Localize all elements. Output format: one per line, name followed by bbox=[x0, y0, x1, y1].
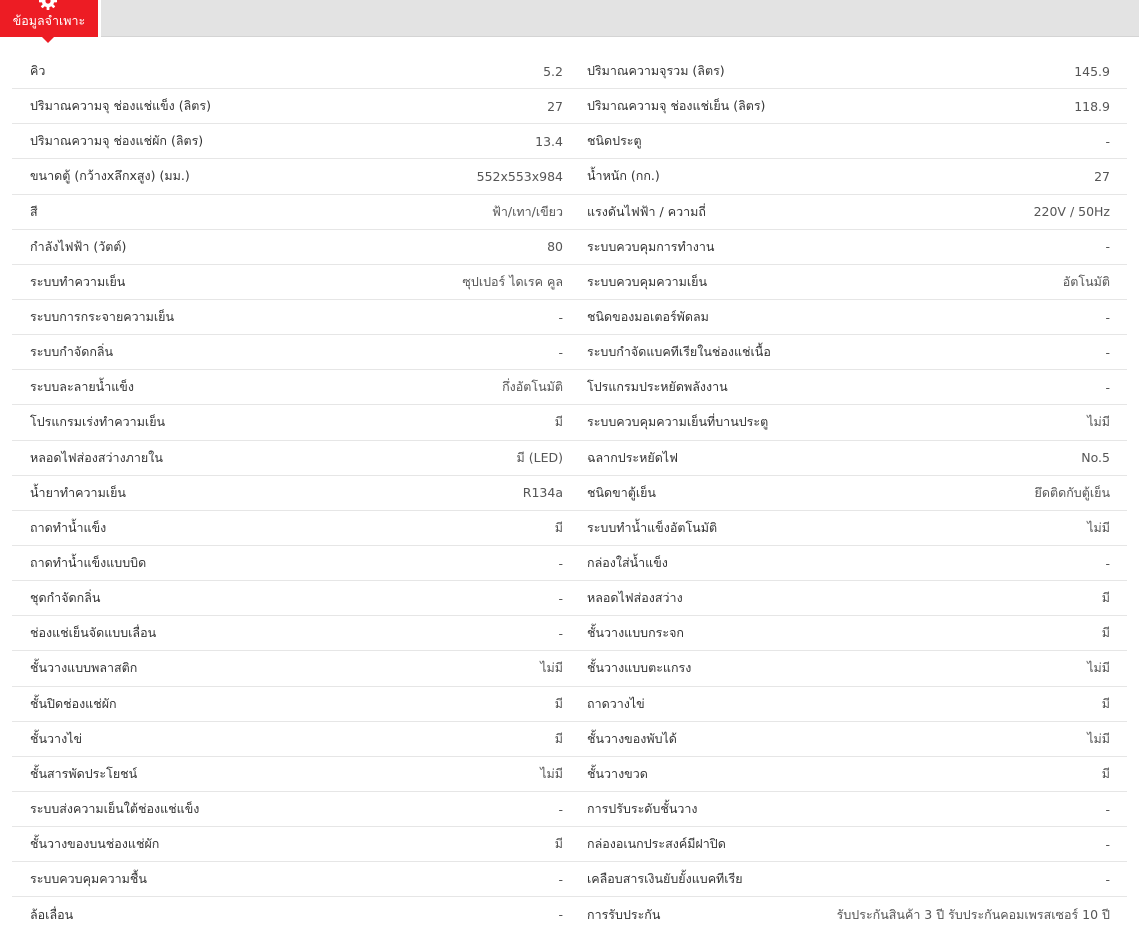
spec-label: ระบบควบคุมความเย็นที่บานประตู bbox=[587, 414, 769, 430]
tab-label: ข้อมูลจำเพาะ bbox=[12, 13, 86, 28]
spec-row bbox=[569, 616, 1127, 651]
spec-row bbox=[12, 792, 569, 827]
spec-row bbox=[12, 581, 569, 616]
spec-value: มี (LED) bbox=[516, 449, 563, 465]
spec-row bbox=[12, 897, 569, 932]
spec-value: มี bbox=[1101, 590, 1110, 606]
spec-value: ฟ้า/เทา/เขียว bbox=[492, 203, 563, 219]
spec-value: มี bbox=[1101, 695, 1110, 711]
spec-label: ชั้นวางไข่ bbox=[30, 730, 83, 746]
spec-label: ชั้นวางแบบตะแกรง bbox=[587, 660, 692, 676]
spec-label: ชุดกำจัดกลิ่น bbox=[30, 590, 101, 606]
spec-row bbox=[12, 616, 569, 651]
spec-row bbox=[569, 687, 1127, 722]
spec-row bbox=[12, 195, 569, 230]
spec-value: อัตโนมัติ bbox=[1062, 273, 1110, 289]
spec-row bbox=[12, 89, 569, 124]
spec-row bbox=[12, 265, 569, 300]
spec-value: - bbox=[1105, 801, 1110, 817]
spec-row bbox=[569, 476, 1127, 511]
spec-row bbox=[569, 792, 1127, 827]
gear-icon bbox=[38, 0, 58, 11]
spec-value: - bbox=[1105, 344, 1110, 360]
spec-value: 552x553x984 bbox=[476, 168, 563, 184]
spec-row bbox=[569, 757, 1127, 792]
spec-label: ชั้นวางแบบกระจก bbox=[587, 625, 684, 641]
spec-label: การรับประกัน bbox=[587, 906, 661, 922]
spec-label: ถาดทำน้ำแข็ง bbox=[30, 519, 107, 535]
spec-value: - bbox=[558, 907, 563, 923]
spec-label: ชั้นวางของพับได้ bbox=[587, 730, 677, 746]
spec-row bbox=[12, 546, 569, 581]
spec-label: โปรแกรมประหยัดพลังงาน bbox=[587, 379, 728, 395]
spec-value: 118.9 bbox=[1074, 98, 1110, 114]
spec-value: มี bbox=[554, 836, 563, 852]
spec-label: คิว bbox=[30, 63, 46, 79]
spec-row bbox=[569, 335, 1127, 370]
spec-value: มี bbox=[554, 730, 563, 746]
spec-value: ซุปเปอร์ ไดเรค คูล bbox=[462, 273, 563, 289]
spec-label: ระบบละลายน้ำแข็ง bbox=[30, 379, 134, 395]
spec-label: ชั้นสารพัดประโยชน์ bbox=[30, 765, 138, 781]
spec-value: - bbox=[1105, 555, 1110, 571]
spec-value: มี bbox=[1101, 765, 1110, 781]
spec-value: - bbox=[1105, 309, 1110, 325]
spec-row bbox=[569, 546, 1127, 581]
spec-row bbox=[12, 441, 569, 476]
spec-value: มี bbox=[554, 414, 563, 430]
spec-row bbox=[12, 54, 569, 89]
spec-label: ปริมาณความจุ ช่องแช่ผัก (ลิตร) bbox=[30, 133, 204, 149]
spec-label: ระบบทำความเย็น bbox=[30, 273, 126, 289]
spec-row bbox=[569, 195, 1127, 230]
spec-row bbox=[569, 862, 1127, 897]
spec-row bbox=[569, 827, 1127, 862]
spec-row bbox=[569, 124, 1127, 159]
spec-label: ระบบควบคุมความเย็น bbox=[587, 273, 707, 289]
spec-value: ไม่มี bbox=[1087, 660, 1110, 676]
spec-row bbox=[12, 159, 569, 194]
spec-value: มี bbox=[1101, 625, 1110, 641]
spec-label: กล่องใส่น้ำแข็ง bbox=[587, 555, 668, 571]
spec-label: ปริมาณความจุ ช่องแช่แข็ง (ลิตร) bbox=[30, 98, 211, 114]
spec-label: กล่องอเนกประสงค์มีฝาปิด bbox=[587, 836, 726, 852]
spec-label: ระบบกำจัดกลิ่น bbox=[30, 344, 114, 360]
spec-value: ยึดติดกับตู้เย็น bbox=[1034, 484, 1110, 500]
spec-value: - bbox=[1105, 871, 1110, 887]
spec-label: ถาดทำน้ำแข็งแบบบิด bbox=[30, 555, 147, 571]
spec-row bbox=[12, 722, 569, 757]
spec-label: ระบบส่งความเย็นใต้ช่องแช่แข็ง bbox=[30, 801, 200, 817]
spec-value: 27 bbox=[547, 98, 563, 114]
spec-value: - bbox=[558, 344, 563, 360]
spec-label: ล้อเลื่อน bbox=[30, 906, 74, 922]
spec-value: 145.9 bbox=[1074, 63, 1110, 79]
spec-table bbox=[12, 54, 1127, 933]
spec-label: หลอดไฟส่องสว่าง bbox=[587, 590, 683, 606]
spec-label: หลอดไฟส่องสว่างภายใน bbox=[30, 449, 163, 465]
spec-label: ระบบควบคุมความชื้น bbox=[30, 871, 147, 887]
spec-label: ระบบการกระจายความเย็น bbox=[30, 309, 175, 325]
spec-row bbox=[12, 862, 569, 897]
spec-value: มี bbox=[554, 519, 563, 535]
spec-label: กำลังไฟฟ้า (วัตต์) bbox=[30, 238, 127, 254]
spec-label: ชนิดขาตู้เย็น bbox=[587, 484, 656, 500]
spec-label: ระบบควบคุมการทำงาน bbox=[587, 238, 715, 254]
spec-label: โปรแกรมเร่งทำความเย็น bbox=[30, 414, 166, 430]
spec-row bbox=[12, 300, 569, 335]
spec-label: ฉลากประหยัดไฟ bbox=[587, 449, 678, 465]
spec-value: - bbox=[558, 590, 563, 606]
spec-value: กึ่งอัตโนมัติ bbox=[502, 379, 563, 395]
spec-value: 13.4 bbox=[535, 133, 563, 149]
spec-row bbox=[569, 89, 1127, 124]
spec-row bbox=[12, 476, 569, 511]
spec-value: - bbox=[558, 625, 563, 641]
spec-row bbox=[12, 651, 569, 686]
spec-row bbox=[569, 651, 1127, 686]
spec-row bbox=[12, 370, 569, 405]
spec-value: 220V / 50Hz bbox=[1033, 204, 1110, 220]
spec-row bbox=[569, 159, 1127, 194]
spec-row bbox=[569, 230, 1127, 265]
spec-value: ไม่มี bbox=[540, 765, 563, 781]
spec-label: ชั้นวางแบบพลาสติก bbox=[30, 660, 138, 676]
spec-value: - bbox=[1105, 239, 1110, 255]
spec-row bbox=[569, 722, 1127, 757]
tab-pointer bbox=[42, 37, 54, 43]
spec-label: น้ำยาทำความเย็น bbox=[30, 484, 126, 500]
tab-specifications[interactable] bbox=[0, 0, 98, 37]
spec-row bbox=[12, 827, 569, 862]
tab-divider bbox=[98, 0, 101, 37]
spec-value: ไม่มี bbox=[540, 660, 563, 676]
spec-label: ปริมาณความจุ ช่องแช่เย็น (ลิตร) bbox=[587, 98, 766, 114]
spec-label: สี bbox=[30, 203, 38, 219]
spec-label: แรงดันไฟฟ้า / ความถี่ bbox=[587, 203, 706, 219]
spec-label: ถาดวางไข่ bbox=[587, 695, 645, 711]
spec-row bbox=[569, 405, 1127, 440]
spec-value: ไม่มี bbox=[1087, 519, 1110, 535]
spec-label: ขนาดตู้ (กว้างxลึกxสูง) (มม.) bbox=[30, 168, 190, 184]
spec-value: ไม่มี bbox=[1087, 414, 1110, 430]
spec-row bbox=[569, 265, 1127, 300]
spec-row bbox=[12, 687, 569, 722]
spec-label: ชนิดประตู bbox=[587, 133, 642, 149]
spec-tab-bar bbox=[0, 0, 1139, 37]
spec-row bbox=[569, 581, 1127, 616]
spec-value: - bbox=[1105, 379, 1110, 395]
spec-label: ระบบกำจัดแบคทีเรียในช่องแช่เนื้อ bbox=[587, 344, 771, 360]
spec-value: 80 bbox=[547, 239, 563, 255]
spec-row bbox=[569, 54, 1127, 89]
spec-label: การปรับระดับชั้นวาง bbox=[587, 801, 698, 817]
spec-label: ชั้นปิดช่องแช่ผัก bbox=[30, 695, 117, 711]
spec-label: ระบบทำน้ำแข็งอัตโนมัติ bbox=[587, 519, 718, 535]
spec-row bbox=[12, 230, 569, 265]
spec-label: น้ำหนัก (กก.) bbox=[587, 168, 660, 184]
spec-row bbox=[569, 897, 1127, 932]
spec-value: - bbox=[558, 871, 563, 887]
spec-value: No.5 bbox=[1081, 450, 1110, 466]
spec-label: ชนิดของมอเตอร์พัดลม bbox=[587, 309, 709, 325]
spec-label: ชั้นวางของบนช่องแช่ผัก bbox=[30, 836, 160, 852]
spec-label: ปริมาณความจุรวม (ลิตร) bbox=[587, 63, 725, 79]
spec-value: 5.2 bbox=[543, 63, 563, 79]
spec-value: รับประกันสินค้า 3 ปี รับประกันคอมเพรสเซอร์ 10 ปี bbox=[836, 906, 1110, 922]
spec-row bbox=[12, 335, 569, 370]
spec-row bbox=[12, 124, 569, 159]
spec-row bbox=[569, 370, 1127, 405]
spec-value: - bbox=[558, 801, 563, 817]
spec-value: - bbox=[1105, 836, 1110, 852]
spec-label: ช่องแช่เย็นจัดแบบเลื่อน bbox=[30, 625, 157, 641]
spec-row bbox=[569, 511, 1127, 546]
spec-row bbox=[569, 441, 1127, 476]
spec-value: 27 bbox=[1094, 168, 1110, 184]
spec-label: ชั้นวางขวด bbox=[587, 765, 648, 781]
spec-value: - bbox=[558, 555, 563, 571]
spec-value: - bbox=[558, 309, 563, 325]
spec-row bbox=[569, 300, 1127, 335]
spec-row bbox=[12, 405, 569, 440]
spec-value: มี bbox=[554, 695, 563, 711]
spec-value: R134a bbox=[522, 485, 563, 501]
spec-row bbox=[12, 511, 569, 546]
spec-row bbox=[12, 757, 569, 792]
spec-value: ไม่มี bbox=[1087, 730, 1110, 746]
spec-value: - bbox=[1105, 133, 1110, 149]
spec-label: เคลือบสารเงินยับยั้งแบคทีเรีย bbox=[587, 871, 743, 887]
